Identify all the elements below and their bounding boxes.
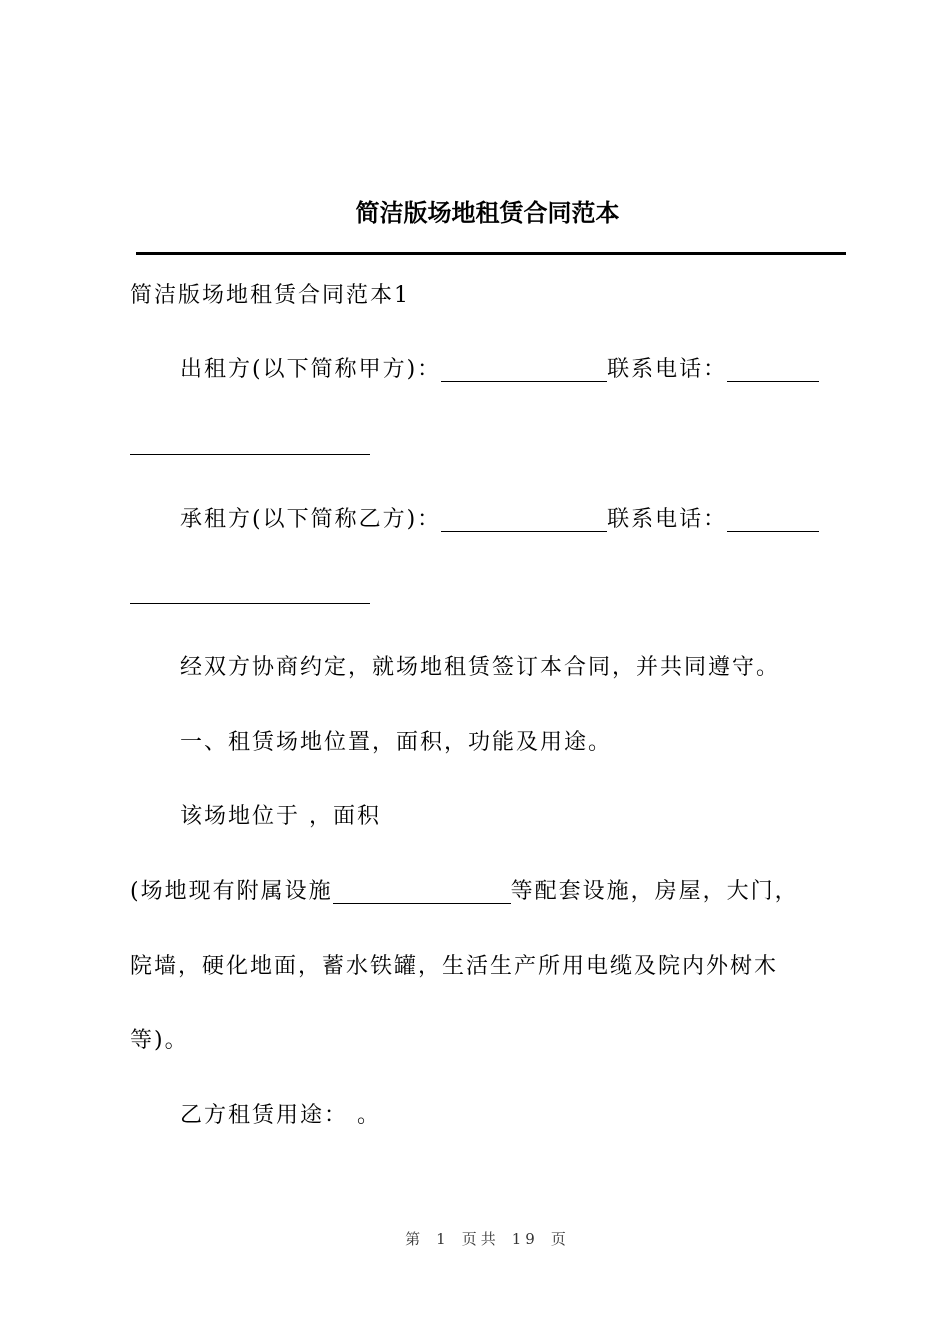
usage-paragraph: 乙方租赁用途： 。 — [180, 1103, 381, 1128]
section-heading-1: 一、租赁场地位置，面积，功能及用途。 — [180, 730, 613, 755]
footer-suffix: 页 — [550, 1230, 570, 1248]
document-title: 简洁版场地租赁合同范本 — [355, 198, 620, 227]
footer-total-pages: 19 — [511, 1230, 539, 1248]
title-divider — [136, 252, 846, 255]
facilities-line-3: 等)。 — [130, 1028, 189, 1053]
agreement-paragraph: 经双方协商约定，就场地租赁签订本合同，并共同遵守。 — [180, 655, 781, 680]
facilities-blank — [333, 881, 511, 904]
facilities-line-1 — [130, 877, 799, 907]
lessee-phone-label: 联系电话： — [607, 507, 728, 532]
lessee-label: 承租方(以下简称乙方)： — [180, 507, 442, 532]
facilities-text-a: (场地现有附属设施 — [130, 879, 333, 904]
footer-middle: 页共 — [461, 1230, 500, 1248]
footer-prefix: 第 — [405, 1230, 425, 1248]
lessor-phone-blank-continued — [130, 454, 370, 455]
lessor-phone-blank — [727, 359, 819, 382]
facilities-line-2: 院墙，硬化地面，蓄水铁罐，生活生产所用电缆及院内外树木 — [130, 954, 779, 979]
contract-subtitle: 简洁版场地租赁合同范本1 — [130, 283, 410, 308]
lessee-phone-blank — [727, 509, 819, 532]
lessee-line — [180, 505, 819, 535]
location-paragraph: 该场地位于 ，面积 — [180, 804, 381, 829]
lessor-blank — [441, 359, 607, 382]
facilities-text-b: 等配套设施，房屋，大门， — [510, 879, 799, 904]
page-footer — [0, 1228, 950, 1249]
lessee-phone-blank-continued — [130, 603, 370, 604]
lessor-line — [180, 355, 819, 385]
lessee-blank — [441, 509, 607, 532]
lessor-phone-label: 联系电话： — [607, 357, 728, 382]
footer-page-number: 1 — [436, 1230, 450, 1248]
lessor-label: 出租方(以下简称甲方)： — [180, 357, 442, 382]
